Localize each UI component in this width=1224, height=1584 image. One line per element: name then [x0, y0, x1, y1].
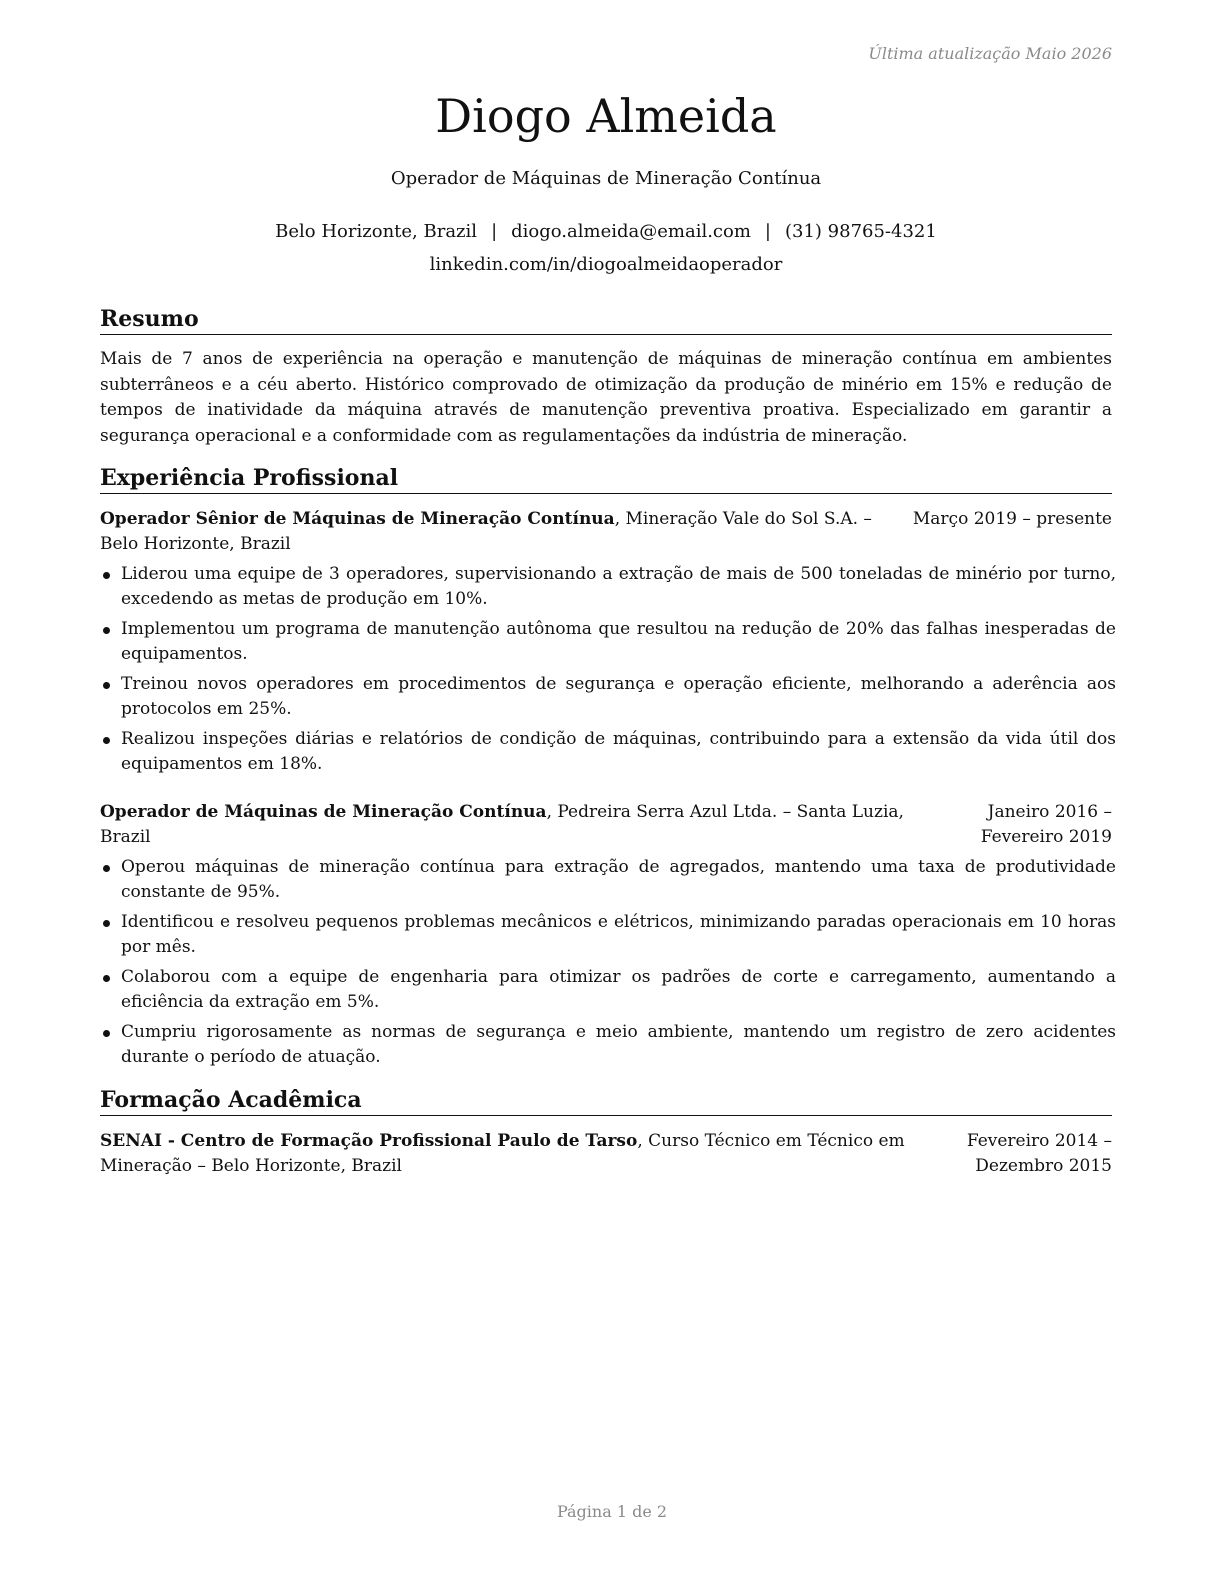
- bullet-text: Identificou e resolveu pequenos problemas mecânicos e elétricos, minimizando paradas operacionais em 10 horas por mês.: [121, 912, 1116, 957]
- contact-location: Belo Horizonte, Brazil: [275, 221, 478, 242]
- bullet-icon: [103, 627, 110, 634]
- education-dates: Fevereiro 2014 – Dezembro 2015: [966, 1131, 1112, 1176]
- candidate-title: Operador de Máquinas de Mineração Contínua: [390, 168, 822, 189]
- contact-phone[interactable]: (31) 98765-4321: [785, 221, 937, 242]
- bullet-icon: [103, 1030, 110, 1037]
- job-bullets: [100, 562, 1116, 782]
- education-entry: [100, 1129, 1112, 1179]
- list-item: [100, 672, 1116, 722]
- job-header: [100, 507, 1112, 557]
- list-item: [100, 727, 1116, 777]
- job-company-location: , Mineração Vale do Sol S.A. – Belo Horizonte, Brazil: [100, 509, 872, 554]
- bullet-icon: [103, 682, 110, 689]
- job-role: Operador Sênior de Máquinas de Mineração Contínua: [100, 509, 615, 529]
- bullet-text: Cumpriu rigorosamente as normas de segurança e meio ambiente, mantendo um registro de zero acidentes durante o período de atuação.: [121, 1022, 1116, 1067]
- job-role: Operador de Máquinas de Mineração Contínua: [100, 802, 547, 822]
- education-heading: Formação Acadêmica: [100, 1085, 1112, 1116]
- education-institution: SENAI - Centro de Formação Profissional Paulo de Tarso: [100, 1131, 638, 1151]
- summary-text: Mais de 7 anos de experiência na operação e manutenção de máquinas de mineração contínua em ambientes subterrâneos e a céu aberto. Histórico comprovado de otimização da produção de minério em 15% e redução de tempos de inatividade da máquina através de manutenção preventiva proativa. Especializado em garantir a segurança operacional e a conformidade com as regulamentações da indústria de mineração.: [100, 349, 1112, 446]
- bullet-icon: [103, 572, 110, 579]
- bullet-icon: [103, 737, 110, 744]
- bullet-text: Treinou novos operadores em procedimentos de segurança e operação eficiente, melhorando a aderência aos protocolos em 25%.: [121, 674, 1116, 719]
- summary-heading: Resumo: [100, 304, 1112, 335]
- bullet-text: Liderou uma equipe de 3 operadores, supervisionando a extração de mais de 500 toneladas de minério por turno, excedendo as metas de produção em 10%.: [121, 564, 1116, 609]
- job-company-location: , Pedreira Serra Azul Ltda. – Santa Luzia, Brazil: [100, 802, 904, 847]
- job-dates: Janeiro 2016 – Fevereiro 2019: [980, 802, 1112, 847]
- job-header: [100, 800, 1112, 850]
- job-dates: Março 2019 – presente: [912, 509, 1112, 529]
- bullet-text: Colaborou com a equipe de engenharia para otimizar os padrões de corte e carregamento, aumentando a eficiência da extração em 5%.: [121, 967, 1116, 1012]
- bullet-icon: [103, 975, 110, 982]
- last-updated-note: Última atualização Maio 2026: [868, 44, 1112, 63]
- list-item: [100, 1020, 1116, 1070]
- list-item: [100, 562, 1116, 612]
- bullet-text: Operou máquinas de mineração contínua para extração de agregados, mantendo uma taxa de produtividade constante de 95%.: [121, 857, 1116, 902]
- list-item: [100, 855, 1116, 905]
- bullet-text: Realizou inspeções diárias e relatórios de condição de máquinas, contribuindo para a extensão da vida útil dos equipamentos em 18%.: [121, 729, 1116, 774]
- contact-separator: |: [491, 221, 498, 242]
- page-number: Página 1 de 2: [556, 1502, 668, 1521]
- contact-line: [100, 219, 1112, 245]
- contact-separator: |: [764, 221, 771, 242]
- job-bullets: [100, 855, 1116, 1075]
- list-item: [100, 910, 1116, 960]
- list-item: [100, 617, 1116, 667]
- contact-email[interactable]: diogo.almeida@email.com: [511, 221, 751, 242]
- bullet-text: Implementou um programa de manutenção autônoma que resultou na redução de 20% das falhas inesperadas de equipamentos.: [121, 619, 1116, 664]
- bullet-icon: [103, 865, 110, 872]
- education-details: , Curso Técnico em Técnico em Mineração – Belo Horizonte, Brazil: [100, 1131, 905, 1176]
- experience-heading: Experiência Profissional: [100, 463, 1112, 494]
- contact-linkedin[interactable]: linkedin.com/in/diogoalmeidaoperador: [429, 254, 783, 275]
- bullet-icon: [103, 920, 110, 927]
- list-item: [100, 965, 1116, 1015]
- candidate-name: Diogo Almeida: [435, 89, 777, 143]
